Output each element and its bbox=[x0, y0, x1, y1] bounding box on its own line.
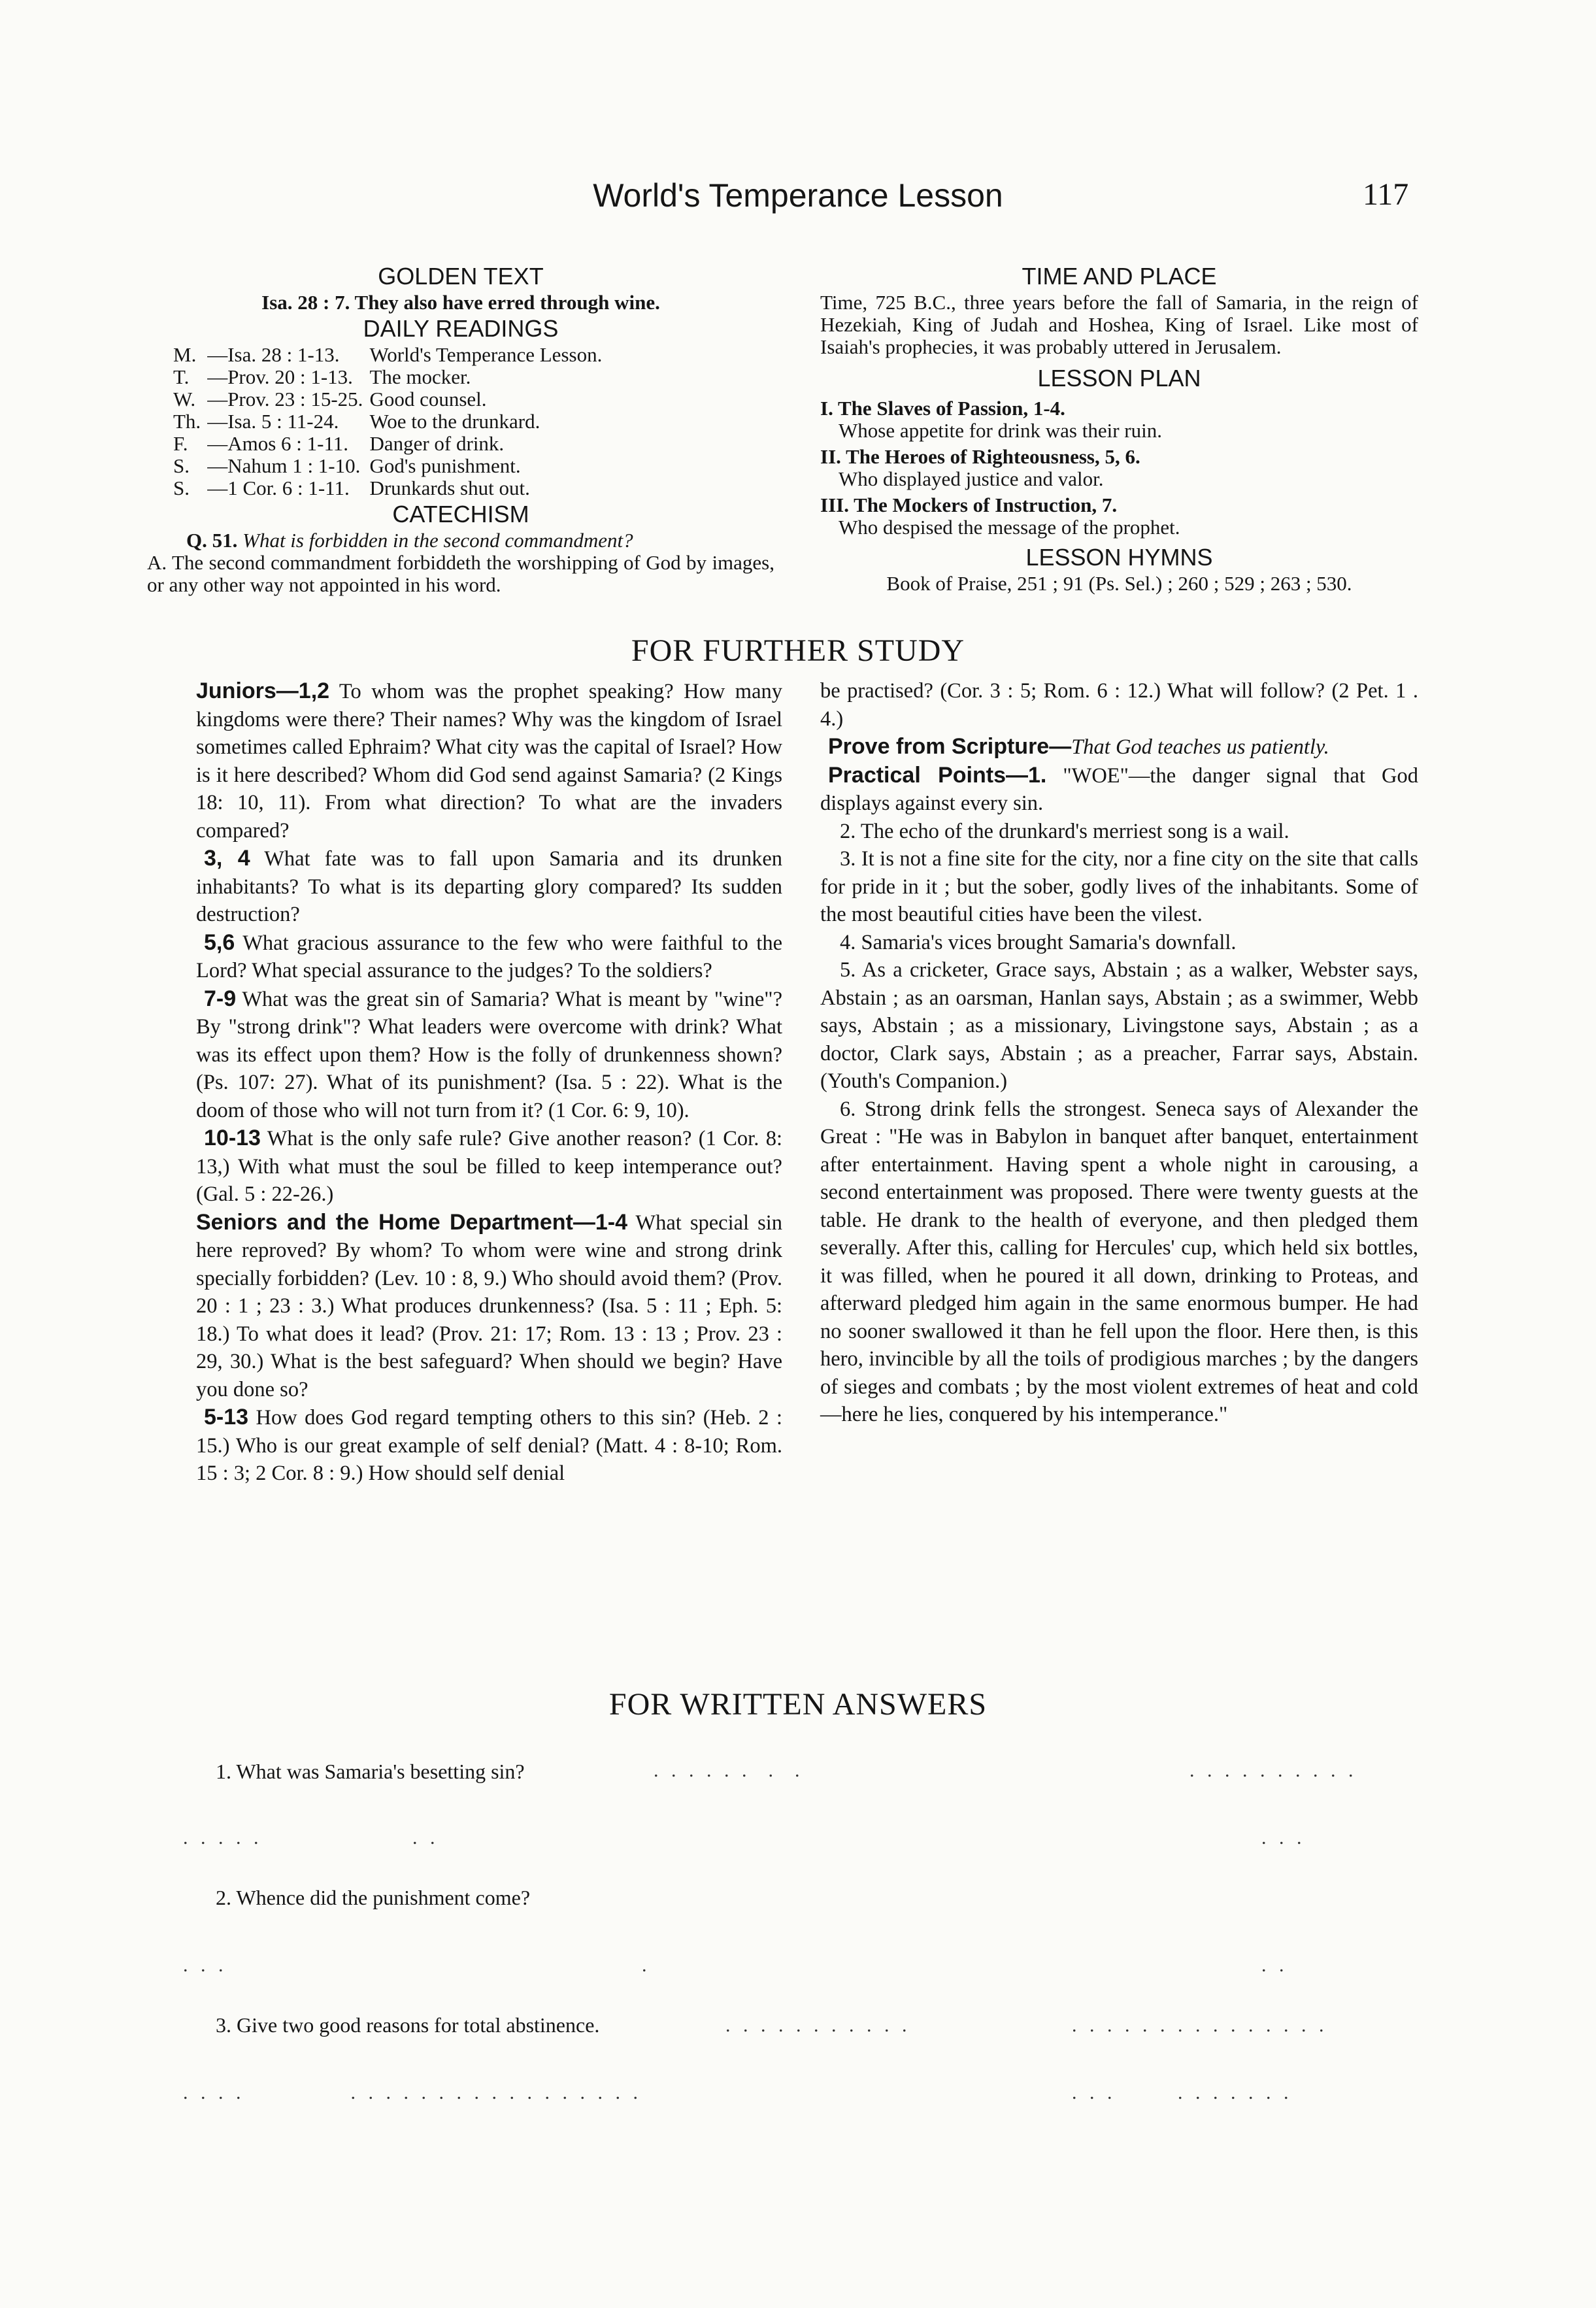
lesson-plan-item-title: I. The Slaves of Passion, 1-4. bbox=[820, 397, 1065, 420]
further-study-heading: FOR FURTHER STUDY bbox=[631, 633, 965, 668]
catechism-q-label: Q. 51. bbox=[186, 529, 238, 552]
catechism-question bbox=[147, 529, 774, 552]
study-paragraph bbox=[196, 677, 782, 845]
lesson-plan-item-desc: Whose appetite for drink was their ruin. bbox=[839, 419, 1162, 442]
left-top-column bbox=[147, 261, 774, 596]
answer-line[interactable]: . . . . . . . . bbox=[654, 1760, 804, 1781]
lesson-plan-item-title: II. The Heroes of Righteousness, 5, 6. bbox=[820, 445, 1140, 468]
page-number: 117 bbox=[1363, 177, 1409, 212]
time-place-text: Time, 725 B.C., three years before the fall of Samaria, in the reign of Hezekiah, King of Judah and Hoshea, King of Israel. Like most of Isaiah's prophecies, it was probably uttered in Jerusalem. bbox=[820, 291, 1418, 358]
practical-point: 3. It is not a fine site for the city, nor a fine city on the site that calls for pride in it ; but the sober, godly lives of the inhabitants. Some of the most beautiful cities have been the vilest. bbox=[820, 847, 1418, 926]
study-paragraph bbox=[196, 929, 782, 985]
daily-readings-table bbox=[173, 344, 608, 499]
reading-title: Good counsel. bbox=[369, 388, 487, 410]
lesson-hymns-heading: LESSON HYMNS bbox=[1025, 544, 1213, 571]
study-text: What special sin here reproved? By whom? To whom were wine and strong drink specially forbidden? (Lev. 10 : 8, 9.) Who should avoid them? (Prov. 20 : 1 ; 23 : 3.) What produces drunkenness? (Isa. 5 : 11 ; Eph. 5: 18.) To what does it lead? (Prov. 21: 17; Rom. 13 : 13 ; Prov. 23 : 29, 30.) What is the best safeguard? When should we begin? Have you done so? bbox=[196, 1211, 782, 1401]
reading-ref: —Nahum 1 : 1-10. bbox=[207, 454, 361, 477]
study-text: What gracious assurance to the few who were faithful to the Lord? What special assurance to the judges? To the soldiers? bbox=[196, 931, 782, 982]
lesson-plan-heading: LESSON PLAN bbox=[1037, 365, 1201, 392]
practical-lead: Practical Points—1. bbox=[828, 762, 1047, 788]
table-row bbox=[173, 388, 608, 410]
answer-line[interactable]: . . . . . . . . . . bbox=[1072, 2082, 1293, 2103]
reading-ref: —Prov. 23 : 15-25. bbox=[207, 388, 363, 410]
answer-line[interactable]: . . . . . . . . . . bbox=[1189, 1760, 1357, 1781]
answer-line[interactable]: . . . . . . . . . . . . . . . . . . . . . bbox=[183, 2082, 642, 2103]
table-row bbox=[173, 344, 608, 366]
lesson-plan-item-desc: Who displayed justice and valor. bbox=[839, 467, 1104, 490]
reading-day: M. bbox=[173, 343, 197, 366]
reading-day: S. bbox=[173, 454, 190, 477]
reading-ref: —Isa. 5 : 11-24. bbox=[207, 410, 339, 433]
table-row bbox=[173, 433, 608, 455]
written-answers-heading: FOR WRITTEN ANSWERS bbox=[608, 1687, 988, 1722]
golden-text-heading: GOLDEN TEXT bbox=[378, 263, 544, 290]
practical-text: "WOE"—the danger signal that God displays against every sin. bbox=[820, 763, 1418, 815]
answer-line[interactable]: . . . bbox=[1261, 1827, 1306, 1848]
prove-text: That God teaches us patiently. bbox=[1071, 735, 1329, 759]
reading-title: World's Temperance Lesson. bbox=[369, 343, 603, 366]
catechism-answer: A. The second commandment forbiddeth the worshipping of God by images, or any other way not appointed in his word. bbox=[147, 551, 774, 596]
study-lead: 5-13 bbox=[204, 1405, 249, 1430]
answer-line[interactable]: . . . . bbox=[183, 1954, 651, 1976]
practical-point: 5. As a cricketer, Grace says, Abstain ; as a walker, Webster says, Abstain ; as an oarsman, Hanlan says, Abstain ; as a swimmer, Webb says, Abstain ; as a missionary, Livingstone says, Abstain ; as a doctor, Clark says, Abstain ; as a preacher, Farrar says, Abstain. (Youth's Companion.) bbox=[820, 958, 1418, 1093]
lesson-plan-item-title: III. The Mockers of Instruction, 7. bbox=[820, 493, 1118, 516]
answer-line[interactable]: . . bbox=[1261, 1954, 1288, 1976]
lesson-plan-item-desc: Who despised the message of the prophet. bbox=[839, 516, 1180, 539]
table-row bbox=[173, 455, 608, 477]
reading-day: T. bbox=[173, 365, 190, 388]
lesson-hymns-text: Book of Praise, 251 ; 91 (Ps. Sel.) ; 260 ; 529 ; 263 ; 530. bbox=[886, 572, 1352, 595]
further-study-left-column bbox=[196, 677, 782, 1488]
study-continued-text: be practised? (Cor. 3 : 5; Rom. 6 : 12.) What will follow? (2 Pet. 1 . 4.) bbox=[820, 679, 1418, 731]
reading-ref: —Amos 6 : 1-11. bbox=[207, 432, 349, 455]
study-lead: Juniors—1,2 bbox=[196, 678, 330, 703]
study-text: What was the great sin of Samaria? What is meant by "wine"? By "strong drink"? What leaders were overcome with drink? What was its effect upon them? How is the folly of drunkenness shown? (Ps. 107: 27). What of its punishment? (Isa. 5 : 22). What is the doom of those who will not turn from it? (1 Cor. 6: 9, 10). bbox=[196, 987, 782, 1122]
study-lead: Seniors and the Home Department—1-4 bbox=[196, 1209, 628, 1235]
prove-lead: Prove from Scripture— bbox=[828, 734, 1072, 759]
written-question-3: 3. Give two good reasons for total abstinence. bbox=[216, 2013, 600, 2037]
catechism-q-text: What is forbidden in the second commandment? bbox=[242, 529, 633, 552]
reading-ref: —Isa. 28 : 1-13. bbox=[207, 343, 340, 366]
practical-point: 4. Samaria's vices brought Samaria's downfall. bbox=[840, 930, 1237, 954]
table-row bbox=[173, 477, 608, 499]
golden-text bbox=[147, 292, 774, 314]
reading-ref: —Prov. 20 : 1-13. bbox=[207, 365, 353, 388]
reading-title: Danger of drink. bbox=[369, 432, 505, 455]
answer-line[interactable]: . . . . . . . bbox=[183, 1827, 439, 1848]
written-question-2: 2. Whence did the punishment come? bbox=[216, 1886, 531, 1909]
daily-readings-heading: DAILY READINGS bbox=[363, 315, 559, 342]
lesson-plan-item bbox=[820, 494, 1418, 539]
page-title: World's Temperance Lesson bbox=[593, 177, 1003, 214]
practical-point: 6. Strong drink fells the strongest. Seneca says of Alexander the Great : "He was in Babylon in banquet after banquet, entertainment after entertainment. Having spent a whole night in carousing, a second entertainment was proposed. There were twenty guests at the table. He drank to the health of everyone, and then pledged them severally. After this, calling for Hercules' cup, which held six bottles, it was filled, when he poured it all down, drinking to Proteas, and afterward pledged him again in the same enormous bumper. He had no sooner swallowed it than he fell upon the floor. Here then, is this hero, invincible by all the toils of prodigious marches ; by the dangers of sieges and combats ; by the most violent extremes of heat and cold—here he lies, conquered by his intemperance." bbox=[820, 1097, 1418, 1426]
reading-day: Th. bbox=[173, 410, 201, 433]
study-paragraph bbox=[196, 845, 782, 929]
reading-title: Woe to the drunkard. bbox=[369, 410, 540, 433]
study-lead: 7-9 bbox=[204, 986, 237, 1011]
right-top-column bbox=[820, 261, 1418, 595]
reading-title: Drunkards shut out. bbox=[369, 477, 530, 499]
table-row bbox=[173, 366, 608, 388]
reading-title: God's punishment. bbox=[369, 454, 521, 477]
reading-day: S. bbox=[173, 477, 190, 499]
time-place-heading: TIME AND PLACE bbox=[1022, 263, 1217, 290]
reading-day: W. bbox=[173, 388, 196, 410]
lesson-plan-item bbox=[820, 397, 1418, 442]
study-paragraph bbox=[196, 985, 782, 1125]
study-text: What is the only safe rule? Give another reason? (1 Cor. 8: 13,) With what must the soul be filled to keep intemperance out? (Gal. 5 : 22-26.) bbox=[196, 1127, 782, 1206]
answer-line[interactable]: . . . . . . . . . . . . . . . bbox=[1072, 2015, 1328, 2036]
study-lead: 5,6 bbox=[204, 929, 235, 955]
study-lead: 10-13 bbox=[204, 1126, 261, 1150]
reading-day: F. bbox=[173, 432, 188, 455]
golden-text-body: They also have erred through wine. bbox=[354, 291, 660, 314]
practical-point: 2. The echo of the drunkard's merriest song is a wail. bbox=[840, 819, 1289, 843]
reading-title: The mocker. bbox=[369, 365, 471, 388]
catechism-heading: CATECHISM bbox=[392, 501, 529, 527]
further-study-right-column bbox=[820, 677, 1418, 1429]
reading-ref: —1 Cor. 6 : 1-11. bbox=[207, 477, 350, 499]
study-text: What fate was to fall upon Samaria and its drunken inhabitants? To what is its departing glory compared? Its sudden destruction? bbox=[196, 847, 782, 926]
study-lead: 3, 4 bbox=[204, 846, 250, 871]
table-row bbox=[173, 410, 608, 433]
study-text: To whom was the prophet speaking? How many kingdoms were there? Their names? Why was the kingdom of Israel sometimes called Ephraim? What city was the capital of Israel? How is it here described? Whom did God send against Samaria? (2 Kings 18: 10, 11). From what direction? To what are the invaders compared? bbox=[196, 680, 782, 843]
study-paragraph bbox=[196, 1124, 782, 1209]
written-question-1: 1. What was Samaria's besetting sin? bbox=[216, 1760, 525, 1783]
golden-text-ref: Isa. 28 : 7. bbox=[261, 291, 350, 314]
answer-line[interactable]: . . . . . . . . . . . bbox=[725, 2015, 911, 2036]
practical-point bbox=[820, 761, 1418, 818]
lesson-plan-item bbox=[820, 446, 1418, 490]
study-paragraph bbox=[196, 1209, 782, 1404]
study-paragraph bbox=[196, 1403, 782, 1488]
study-text: How does God regard tempting others to this sin? (Heb. 2 : 15.) Who is our great example of self denial? (Matt. 4 : 8-10; Rom. 15 : 3; 2 Cor. 8 : 9.) How should self denial bbox=[196, 1406, 782, 1485]
prove-from-scripture bbox=[820, 733, 1418, 761]
